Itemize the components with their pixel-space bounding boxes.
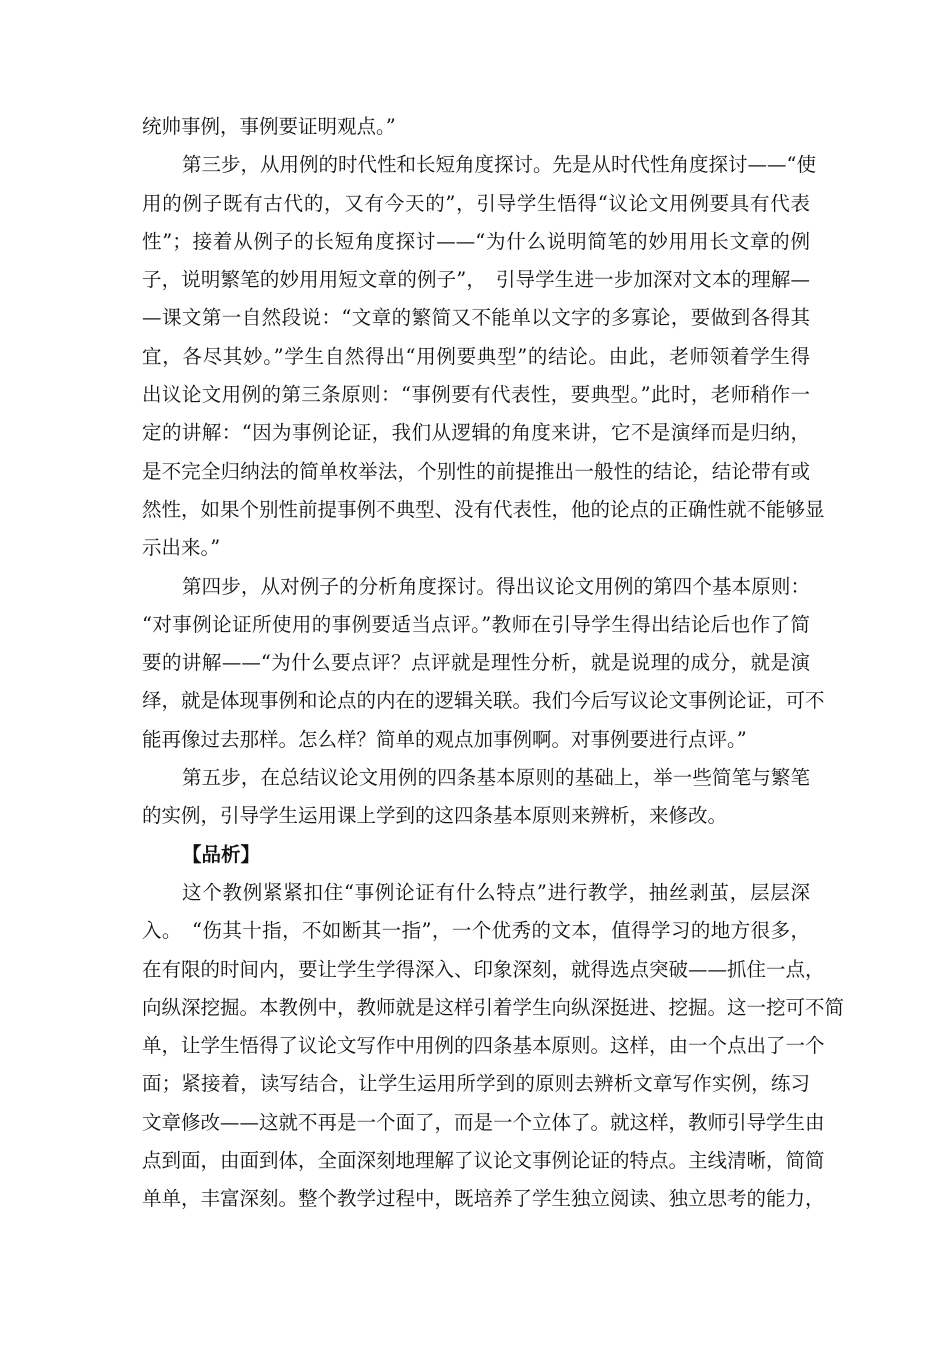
text-line: 绎，就是体现事例和论点的内在的逻辑关联。我们今后写议论文事例论证，可不	[142, 689, 825, 713]
text-line: 面；紧接着，读写结合，让学生运用所学到的原则去辨析文章写作实例，练习	[142, 1072, 810, 1096]
text-line: 这个教例紧紧扣住“事例论证有什么特点”进行教学，抽丝剥茧，层层深	[182, 880, 810, 904]
document-page	[142, 108, 845, 1219]
text-line: 性”；接着从例子的长短角度探讨——“为什么说明简笔的妙用用长文章的例	[142, 229, 810, 253]
text-line: 要的讲解——“为什么要点评？点评就是理性分析，就是说理的成分，就是演	[142, 651, 810, 675]
step-five-paragraph	[142, 759, 810, 836]
text-line: 用的例子既有古代的，又有今天的”，引导学生悟得“议论文用例要具有代表	[142, 191, 810, 215]
step-three-paragraph	[142, 146, 825, 567]
text-line: “对事例论证所使用的事例要适当点评。”教师在引导学生得出结论后也作了简	[142, 612, 810, 636]
text-line: 第三步，从用例的时代性和长短角度探讨。先是从时代性角度探讨——“使	[182, 153, 816, 177]
text-line: 在有限的时间内，要让学生学得深入、印象深刻，就得选点突破——抓住一点，	[142, 957, 825, 981]
text-line: 入。 “伤其十指，不如断其一指”，一个优秀的文本，值得学习的地方很多，	[142, 919, 810, 943]
text-line: 向纵深挖掘。本教例中，教师就是这样引着学生向纵深挺进、挖掘。这一挖可不简	[142, 995, 845, 1019]
text-line: 子，说明繁笔的妙用用短文章的例子”， 引导学生进一步加深对文本的理解—	[142, 268, 810, 292]
text-line: 出议论文用例的第三条原则：“事例要有代表性，要典型。”此时，老师稍作一	[142, 383, 810, 407]
analysis-paragraph	[142, 874, 845, 1219]
text-line: 统帅事例，事例要证明观点。”	[142, 115, 396, 138]
continuation-paragraph	[142, 108, 810, 146]
text-line: 示出来。”	[142, 536, 221, 560]
text-line: 定的讲解：“因为事例论证，我们从逻辑的角度来讲，它不是演绎而是归纳，	[142, 421, 810, 445]
text-line: 单，让学生悟得了议论文写作中用例的四条基本原则。这样，由一个点出了一个	[142, 1034, 825, 1058]
text-line: 单单，丰富深刻。整个教学过程中，既培养了学生独立阅读、独立思考的能力，	[142, 1187, 825, 1211]
analysis-heading: 【品析】	[182, 842, 261, 866]
text-line: 宜，各尽其妙。”学生自然得出“用例要典型”的结论。由此，老师领着学生得	[142, 344, 810, 368]
text-line: 点到面，由面到体，全面深刻地理解了议论文事例论证的特点。主线清晰，简简	[142, 1149, 825, 1173]
text-line: 文章修改——这就不再是一个面了，而是一个立体了。就这样，教师引导学生由	[142, 1110, 825, 1134]
step-four-paragraph	[142, 568, 825, 759]
text-line: —课文第一自然段说：“文章的繁简又不能单以文字的多寡论，要做到各得其	[142, 306, 810, 330]
text-line: 是不完全归纳法的简单枚举法，个别性的前提推出一般性的结论，结论带有或	[142, 459, 810, 483]
text-line: 然性，如果个别性前提事例不典型、没有代表性，他的论点的正确性就不能够显	[142, 497, 825, 521]
text-line: 能再像过去那样。怎么样？简单的观点加事例啊。对事例要进行点评。”	[142, 727, 747, 751]
text-line: 的实例，引导学生运用课上学到的这四条基本原则来辨析，来修改。	[142, 804, 728, 828]
text-line: 第四步，从对例子的分析角度探讨。得出议论文用例的第四个基本原则：	[182, 574, 810, 598]
text-line: 第五步，在总结议论文用例的四条基本原则的基础上，举一些简笔与繁笔	[182, 766, 810, 790]
